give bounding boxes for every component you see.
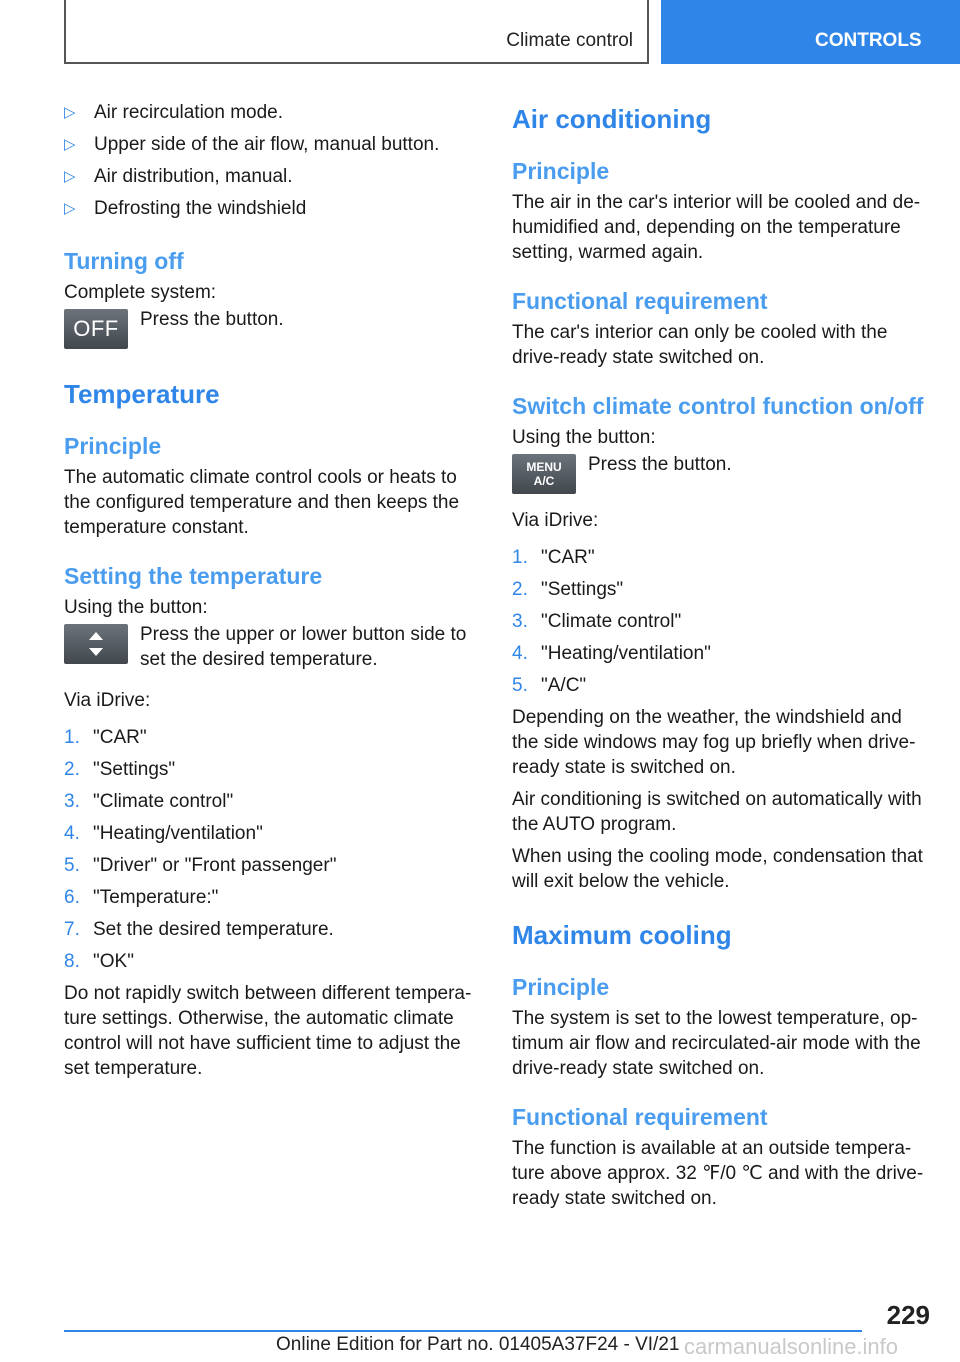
list-item [512,673,932,698]
step-text: "Temperature:" [93,887,219,908]
turning-off-text: Complete system: [64,282,217,303]
menu-label-line2: A/C [533,474,555,488]
maximum-cooling-heading: Maximum cooling [512,920,732,950]
watermark: carmanualsonline.info [684,1334,899,1359]
step-number: 3. [512,611,528,632]
list-item [64,132,476,157]
menu-ac-button-row [512,452,932,498]
step-text: "Driver" or "Front passenger" [93,855,337,876]
max-functional-requirement-heading: Functional requirement [512,1104,768,1130]
list-item-text: Upper side of the air flow, manual button. [94,134,440,155]
list-item [64,853,476,878]
step-number: 4. [64,823,80,844]
ac-functional-requirement-heading: Functional requirement [512,288,768,314]
edition-text: Online Edition for Part no. 01405A37F24 - VI/21 [276,1334,680,1355]
temperature-principle-text: The automatic climate control cools or heats to the configured temperature and then keeps the temperature constant. [64,467,460,538]
up-down-arrows-icon [86,631,106,657]
tab-controls[interactable] [661,0,960,64]
step-text: "Climate control" [541,611,682,632]
step-text: "Climate control" [93,791,234,812]
ac-idrive-text: Via iDrive: [512,510,599,531]
setting-temperature-text: Using the button: [64,597,208,618]
temperature-button-row [64,622,476,678]
step-text: "CAR" [541,547,595,568]
step-number: 7. [64,919,80,940]
triangle-bullet-icon: ▷ [64,168,76,185]
step-number: 8. [64,951,80,972]
list-item [64,725,476,750]
step-text: "Heating/ventilation" [93,823,263,844]
step-number: 2. [512,579,528,600]
off-button-icon [64,309,128,349]
list-item [64,885,476,910]
ac-principle-heading: Principle [512,158,610,184]
list-item [512,609,932,634]
list-item [512,641,932,666]
ac-steps [512,545,932,698]
step-number: 3. [64,791,80,812]
triangle-bullet-icon: ▷ [64,136,76,153]
off-button-row [64,307,476,353]
menu-ac-button-icon [512,454,576,494]
switch-function-heading: Switch climate control function on/off [512,393,924,419]
step-number: 1. [512,547,528,568]
header-box [64,0,649,64]
menu-ac-button-label [526,460,561,488]
right-column [512,100,932,1218]
list-item [512,545,932,570]
turning-off-heading: Turning off [64,248,184,274]
idrive-text: Via iDrive: [64,690,151,711]
air-conditioning-heading: Air conditioning [512,104,712,134]
list-item [64,949,476,974]
setting-temperature-heading: Setting the temperature [64,563,323,589]
list-item-text: Air distribution, manual. [94,166,293,187]
max-principle-text: The system is set to the lowest temperature, op‐timum air flow and recirculated-air mode with the drive-ready state switched on. [512,1008,921,1079]
step-text: "A/C" [541,675,587,696]
ac-paragraph-auto: Air conditioning is switched on automatically with the AUTO program. [512,789,922,835]
triangle-bullet-icon: ▷ [64,104,76,121]
max-principle-heading: Principle [512,974,610,1000]
step-text: "CAR" [93,727,147,748]
list-item-text: Defrosting the windshield [94,198,307,219]
left-column [64,100,476,1088]
list-item-text: Air recirculation mode. [94,102,284,123]
max-functional-requirement-text: The function is available at an outside tempera‐ture above approx. 32 ℉/0 ℃ and with the drive-ready state switched on. [512,1138,924,1209]
step-text: "OK" [93,951,134,972]
step-text: "Settings" [541,579,624,600]
step-text: "Heating/ventilation" [541,643,711,664]
list-item [64,821,476,846]
list-item [64,100,476,125]
feature-list [64,100,476,221]
step-number: 5. [512,675,528,696]
list-item [64,757,476,782]
list-item [512,577,932,602]
off-button-instruction: Press the button. [140,309,284,330]
list-item [64,917,476,942]
page-number: 229 [886,1300,930,1330]
up-down-button-icon [64,624,128,664]
temperature-button-instruction: Press the upper or lower button side to set the desired temperature. [140,624,467,670]
step-text: "Settings" [93,759,176,780]
switch-function-text: Using the button: [512,427,656,448]
ac-paragraph-condensation: When using the cooling mode, condensation that will exit below the vehicle. [512,846,923,892]
menu-label-line1: MENU [526,460,562,474]
menu-ac-button-instruction: Press the button. [588,454,732,475]
ac-paragraph-fog: Depending on the weather, the windshield and the side windows may fog up briefly when drive-ready state is switched on. [512,707,916,778]
list-item [64,789,476,814]
step-text: Set the desired temperature. [93,919,334,940]
off-button-label: OFF [73,316,119,341]
list-item [64,164,476,189]
section-title: Climate control [506,30,633,51]
step-number: 5. [64,855,80,876]
step-number: 1. [64,727,80,748]
step-number: 6. [64,887,80,908]
tab-label: CONTROLS [815,30,922,51]
list-item [64,196,476,221]
step-number: 4. [512,643,528,664]
ac-principle-text: The air in the car's interior will be cooled and de‐humidified and, depending on the temperature setting, warmed again. [512,192,921,263]
triangle-bullet-icon: ▷ [64,200,76,217]
step-number: 2. [64,759,80,780]
footer-divider [64,1330,862,1332]
temperature-note: Do not rapidly switch between different tempera‐ture settings. Otherwise, the automatic climate control will not have sufficient time to adjust the set temperature. [64,983,472,1079]
temperature-heading: Temperature [64,379,220,409]
ac-functional-requirement-text: The car's interior can only be cooled with the drive-ready state switched on. [512,322,888,368]
temperature-steps [64,725,476,974]
temperature-principle-heading: Principle [64,433,162,459]
